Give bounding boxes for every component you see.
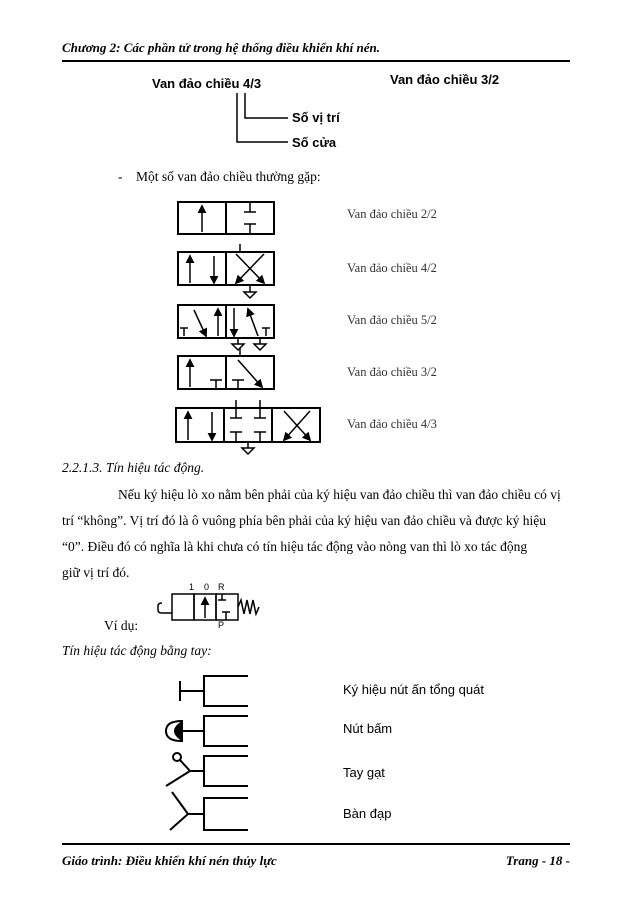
push-generic-symbol [180, 676, 248, 706]
valve-label-2-2: Van đảo chiều 2/2 [347, 207, 437, 221]
valve-label-5-2: Van đảo chiều 5/2 [347, 313, 437, 327]
valve-label-4-3: Van đảo chiều 4/3 [347, 417, 437, 431]
notation-ports-label: Số cửa [292, 135, 337, 150]
notation-valve-32: Van đảo chiều 3/2 [390, 72, 500, 87]
manual-signals-heading: Tín hiệu tác động bằng tay: [62, 643, 212, 658]
page-number: Trang - 18 - [505, 853, 570, 868]
notation-positions-label: Số vị trí [292, 110, 340, 125]
bullet-dash: - [118, 169, 123, 184]
paragraph-line-1: Nếu ký hiệu lò xo nằm bên phải của ký hiệu van đảo chiều thì van đảo chiều có vị [118, 487, 561, 502]
manual-label-push-button: Nút bấm [343, 721, 393, 736]
example-mark-port-p: P [218, 620, 225, 630]
valve-label-4-2: Van đảo chiều 4/2 [347, 261, 437, 275]
manual-label-generic: Ký hiệu nút ấn tổng quát [343, 682, 484, 697]
section-heading: 2.2.1.3. Tín hiệu tác động. [62, 460, 205, 475]
paragraph-line-4: giữ vị trí đó. [62, 565, 130, 580]
lever-symbol [166, 753, 248, 786]
common-valves-intro: Một số van đảo chiều thường gặp: [136, 169, 321, 184]
manual-label-pedal: Bàn đạp [343, 806, 392, 821]
example-label: Ví dụ: [104, 618, 139, 633]
footer-rule [62, 843, 570, 845]
example-mark-position-0: 0 [204, 582, 210, 592]
paragraph-line-3: “0”. Điều đó có nghĩa là khi chưa có tín hiệu tác động vào nòng van thì lò xo tác động [62, 539, 528, 554]
footer-book-title: Giáo trình: Điều khiển khí nén thủy lực [62, 853, 277, 868]
paragraph-line-2: trí “không”. Vị trí đó là ô vuông phía bên phải của ký hiệu van đảo chiều và được ký hiệu [62, 513, 546, 528]
page-header: Chương 2: Các phần tử trong hệ thống điều khiển khí nén. [62, 40, 381, 55]
pedal-symbol [170, 792, 248, 830]
example-mark-position-1: 1 [189, 582, 195, 592]
notation-valve-43: Van đảo chiều 4/3 [152, 76, 262, 91]
manual-label-lever: Tay gạt [343, 765, 385, 780]
push-button-symbol [166, 716, 248, 746]
valve-label-3-2: Van đảo chiều 3/2 [347, 365, 437, 379]
example-mark-port-r: R [218, 582, 225, 592]
